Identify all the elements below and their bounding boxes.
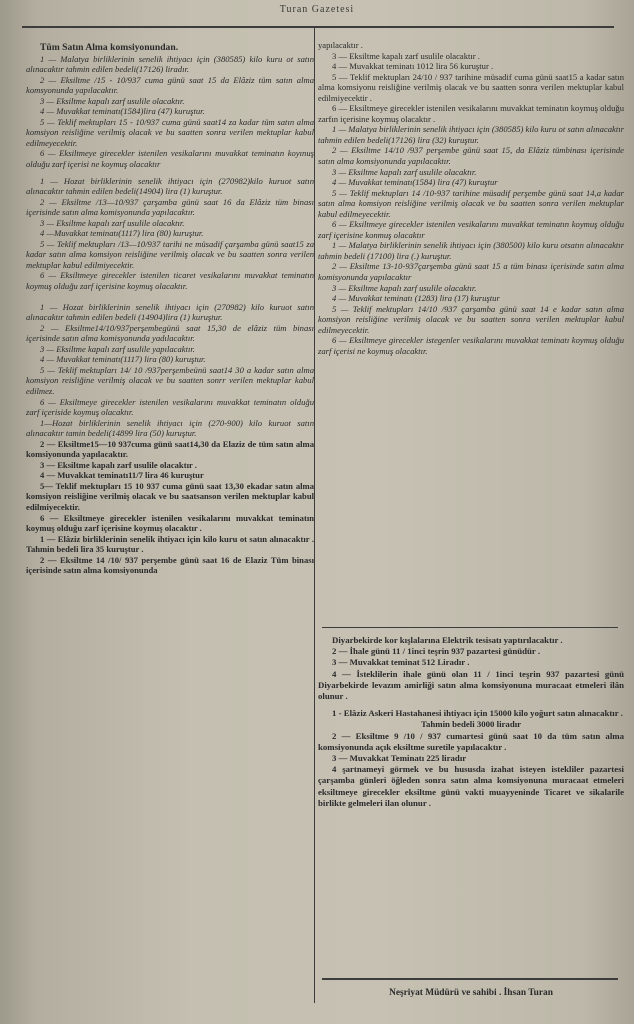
publisher-footer: Neşriyat Müdürü ve sahibi . İhsan Turan [389, 988, 553, 998]
section-rule [322, 627, 618, 628]
notice-paragraph: 6 — Eksiltmeye girecekler istegenler vesikalarını muvakkat teminatı koymuş olduğu zarf içerisi ne koymuş olacaktır. [318, 335, 624, 356]
notice-paragraph: 3 — Eksiltme kapalı zarf usulile yapılacaktır. [40, 343, 195, 354]
column-divider [314, 28, 315, 1003]
notice-paragraph: 6 — Eksiltmeye girecekler istenilen vesikalarını muvakkat teminatın koymuş olduğu zarfın içerisine koymuş olacaktır . [318, 103, 624, 124]
notice-paragraph: 1 — Elâziz birliklerinin senelik ihtiyacı için kilo kuru ot satın alınacaktır . Tahmin bedeli lira 35 kuruştur . [26, 533, 314, 555]
notice-paragraph: 4 — Muvakkat teminatı(1584) lira (47) kuruştur [332, 177, 498, 188]
notice-paragraph: 5 — Teklif mektupları 15 - 10/937 cuma günü saat14 za kadar tüm satın alma komsiyon reisliğine verilmiş olacak ve bu saatten sonra verilen mektuplar kabul edilmeyecektir. [26, 116, 314, 148]
notice-paragraph: 6 — Eksiltmeye girecekler istenilen vesikalarını muvakkat teminatın olduğu zarf içeriside koymuş olacaktır. [26, 396, 314, 418]
notice-paragraph: 5 — Teklif mektupları 14/ 10 /937perşembeünü saat14 30 a kadar satın alma komsiyon reisliğine verilmiş olacak ve bu saatten sonrr verilen mektuplar kabul edilmez. [26, 364, 314, 396]
notice-paragraph: 6 — Eksiltmeye girecekler istenilen vesikalarını muvakkat teminatın koyınuş olduğu zarf içerisi ne koymuş olacaktır [26, 148, 314, 170]
right-column [318, 40, 624, 356]
notice-paragraph: Diyarbekirde kor kışlalarına Elektrik tesisatı yaptırılacaktır . [332, 635, 563, 645]
notice-paragraph: 4 — Muvakkat teminatı (1283) lira (17) kuruştur [332, 293, 500, 304]
notice-paragraph: 5 — Teklif mektupları 14 /10-937 tarihine müsadif perşembe günü saat 14,a kadar satın alma komsiyon reisliğine verilmiş olacak ve bu saatten sonra verilen mektuplar kabul edilmeyecektir. [318, 187, 624, 219]
notice-paragraph: yapılacaktır . [318, 40, 363, 50]
notice-paragraph: 3 — Eksiltme kapalı zarf usulile olacaktır. [332, 282, 477, 293]
bottom-rule [322, 978, 618, 980]
left-title: Tüm Satın Alma komsiyonundan. [40, 42, 179, 53]
notice-paragraph: 4 şartnameyi görmek ve bu hususda izahat isteyen istekliler pazartesi çarşamba günleri öğleden sonra satın alma komsiyonuna muracaat etmeleri eksiltmeye girecekler eksiltme günü vakti muayyeninde Ticaret ve sikalarile birlikte gelmeleri ilan olunur . [318, 764, 624, 808]
notice-paragraph: 2 — Eksiltme14/10/937perşembegünü saat 15,30 de elâziz tüm binası içerisinde satın alma komisyonunda yadılacaktır. [26, 322, 314, 344]
notice-paragraph: 5 — Teklif mektupları /13—10/937 tarihi ne müsadif çarşamba günü saat15 za kadar satın alma komsiyon reisliğine verilmiş olacak ve bu saatten sonra verilen mektuplar kabul edilmiyecektir. [26, 238, 314, 270]
notice-paragraph: 3 — Muvakkat teminat 512 Liradır . [332, 657, 470, 668]
notice-paragraph: 2 — Eksiltme15—10 937cuma günü saat14,30 da Elaziz de tüm satın alma komsiyonunda yapılacaktır. [26, 438, 314, 460]
notice-paragraph: 5 — Teklif mektupları 24/10 / 937 tarihine müsadif cuma günü saat15 a kadar satın alma komsiyonu reisliğine verilmiş olacak ve bu saatten sonra verilen mektuplar kabul edilmiyecektir . [318, 71, 624, 103]
notice-paragraph: 3 — Eksiltme kapalı zarf usulile olacaktır . [40, 459, 197, 470]
notice-paragraph: 2 — Eksiltme /15 - 10/937 cuma günü saat 15 da Elâziz tüm satın alma komsyonunda yapılacaktır. [26, 74, 314, 96]
notice-paragraph: 2 — Eksiltme 9 /10 / 937 cumartesi günü saat 10 da tüm satın alma komsiyonunda açık eksiltme suretile yapılacaktır . [318, 730, 624, 752]
notice-paragraph: 1 - Elâziz Askeri Hastahanesi ihtiyacı için 15000 kilo yoğurt satın alınacaktır . [332, 708, 623, 719]
right-lower-column [318, 635, 624, 809]
left-column [26, 43, 314, 576]
notice-paragraph: 1 — Malatya birliklerinin senelik ihtiyacı için (380585) kilo kuru ot satın alınacaktır tahmin edilen bedeli(17126) liradır. [26, 53, 314, 75]
notice-paragraph: 1 — Malatya birliklerinin senelik ihtiyacı için (380585) kilo kuru ot satın alınacaktır tahmin edilen bedeli(17126) lira (32) kuruştur. [318, 124, 624, 145]
notice-paragraph: 2 — Eksiltme 14 /10/ 937 perşembe günü saat 16 de Elaziz Tüm binası içerisinde satın alma komsiyonunda [26, 554, 314, 576]
notice-paragraph: 2 — Eksiltme /13—10/937 çarşamba günü saat 16 da Elâziz tüm binası içerisinde satın alma komisyonunda yapılacaktır. [26, 196, 314, 218]
notice-paragraph: 1 — Hozat birliklerinin senelik ihtiyacı için (270982) kilo kuruot satın alınacaktır tahmin edilen bedeli (14904)lira (1) kuruştur. [26, 301, 314, 323]
notice-paragraph: 4 — Muvakkat teminatı(1117) lira (80) kuruştur. [40, 354, 206, 365]
notice-paragraph: Tahmin bedeli 3000 liradır [420, 719, 522, 730]
notice-paragraph: 6 — Eksiltmeye girecekler istenilen vesikalarını muvakkat teminatın koymuş olduğu zarf içerisine koymuş olacaktır . [26, 512, 314, 534]
notice-paragraph: 1 — Malatya birliklerinin senelik ihtiyacı için (380500) kilo kuru otsatın alınacaktır tahmin bedeli (17100) lira (.) kuruştur. [318, 240, 624, 261]
page-header: Turan Gazetesi [279, 4, 355, 15]
top-rule [22, 26, 614, 28]
notice-paragraph: 6 — Eksiltmeye girecekler istenilen ticaret vesikalarını muvakkat teminatın koymuş olduğu zarf içerisine koymuş olacaktır. [26, 270, 314, 292]
notice-paragraph: 4 — Muvakkat teminatı(1584)lira (47) kuruştur. [40, 106, 205, 117]
notice-paragraph: 3 — Eksiltme kapalı zarf usulile olacaktır. [332, 166, 477, 177]
notice-paragraph: 4 — Muvakkat teminatı11/7 lira 46 kuruştur [40, 470, 204, 481]
notice-paragraph: 2 — İhale günü 11 / 1inci teşrin 937 pazartesi günüdür . [332, 646, 541, 657]
notice-paragraph: 5 — Teklif mektupları 14/10 /937 çarşamba günü saat 14 e kadar satın alma komsiyon reisliğine verilmiş olacak ve bu saatten sonra verilen mektuplar kabul edilmeyecektir. [318, 303, 624, 335]
notice-paragraph: 4 — İsteklilerin ihale günü olan 11 / 1inci teşrin 937 pazartesi günü Diyarbekirde levazım amirliği satın alma komsiyonuna muracaat etmeleri ilân olunur . [318, 668, 624, 702]
notice-paragraph: 4 — Muvakkat teminatı 1012 lira 56 kuruştur . [332, 61, 494, 72]
notice-paragraph: 2 — Eksiltme 14/10 /937 perşembe günü saat 15, da Elâziz tümbinası içerisinde satın alma komsiyonunda yapılacaktır. [318, 145, 624, 167]
notice-paragraph: 6 — Eksiltmeye girecekler istenilen vesikalarını muvakkat teminatın koymuş olduğu zarf içerisine konmuş olacaktır [318, 219, 624, 240]
notice-paragraph: 3 — Muvakkat Teminatı 225 liradır [332, 753, 467, 764]
notice-paragraph: 5— Teklif mektupları 15 10 937 cuma günü saat 13,30 ekadar satın alma komsiyon reisliğine verilmiş olacak ve bu saatsanson verilen mektuplar kabul edilmiyecektir. [26, 480, 314, 512]
notice-paragraph: 2 — Eksiltme 13-10-937çarşemba günü saat 15 a tüm binası içerisinde satın alma komisyonunda yapılacaktır [318, 261, 624, 283]
notice-paragraph: 3 — Eksiltme kapalı zarf usulile olacaktır. [40, 95, 185, 106]
notice-paragraph: 3 — Eksiltme kapalı zarf usulile olacaktır . [332, 50, 480, 61]
notice-paragraph: 3 — Eksiltme kapalı zarf usulile olacaktır. [40, 217, 185, 228]
notice-paragraph: 1—Hozat birliklerinin senelik ihtiyacı için (270-900) kilo kuruot satın alınacaktır tamin bedeli(14899 lira (50) kuruştur. [26, 417, 314, 439]
notice-paragraph: 4 —Muvakkat teminatı(1117) lira (80) kuruştur. [40, 228, 204, 239]
notice-paragraph: 1 — Hozat birliklerinin senelik ihtiyacı için (270982)kilo kuruot satın alınacaktır tahmin edilen bedeli(14904) lira (1) kuruştur. [26, 175, 314, 197]
